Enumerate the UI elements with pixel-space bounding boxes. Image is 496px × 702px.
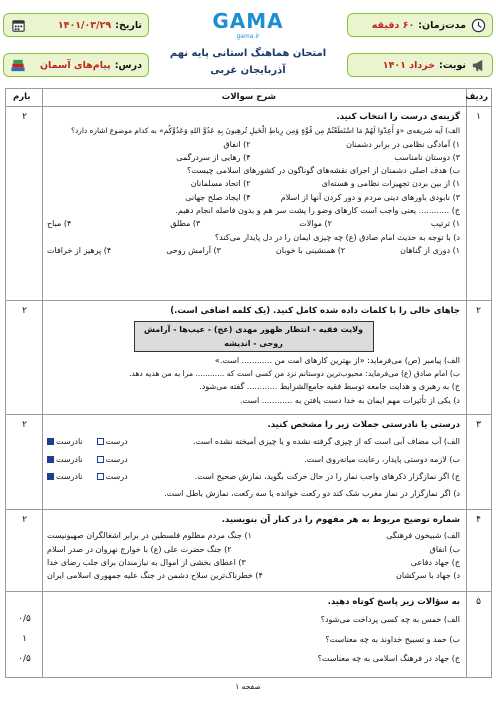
date-label: تاریخ: [115,19,142,31]
question-content [47,596,460,665]
sharh-header: شرح سوالات [221,92,276,102]
question-score: ۲ [22,306,27,316]
question-score: ۰/۵ [18,654,31,664]
option[interactable]: ۴) مباح [47,219,72,229]
table-header [6,89,491,107]
q2a-text: الف) پیامبر (ص) می‌فرماید: «از بهترین کارهای امت من ............ است.» [214,355,460,365]
true-label: درست [105,437,128,447]
option[interactable]: ۱) از بین بردن تجهیزات نظامی و هسته‌ای [321,179,460,189]
clock-icon [470,17,486,33]
question-3 [6,415,491,510]
q1d-options [47,244,460,257]
option[interactable]: ۱) دوری از گناهان [400,245,460,255]
q1a-text: الف) آیه شریفه‌ی «وَ أَعِدّوا لَهُمْ مَا اسْتَطَعْتُمْ مِن قُوَّةٍ وَمِن رِباطِ الْخَيلِ تُرهِبونَ بِهِ عَدُوَّ اللهِ وَعَدُوَّكُم» به کدام موضوع اشاره دارد؟ [71,126,460,136]
lesson-value: پیام‌های آسمان [39,59,111,71]
false-label: نادرست [56,454,83,464]
option[interactable]: ۲) همنشینی با خوبان [275,245,346,255]
match-row [47,543,460,556]
q1b-options [47,177,460,204]
date-box [3,13,149,37]
title-block [153,7,343,85]
radif-header: ردیف [465,92,488,102]
question-score: ۲ [22,515,27,525]
true-label: درست [105,471,128,481]
concept: ب) انفاق [429,544,460,554]
short-question: ب) حمد و تسبیح خداوند به چه معناست؟ [325,634,460,644]
q2b-text: ب) امام صادق (ع) می‌فرماید: محبوب‌ترین دوستانم نزد من کسی است که ............ مرا به من هدیه دهد. [129,369,460,379]
checkbox-icon[interactable] [47,456,54,463]
description: ۴) خطرناک‌ترین سلاح دشمن در جنگ علیه جمهوری اسلامی ایران [47,571,263,581]
short-question: ج) جهاد در فرهنگ اسلامی به چه معناست؟ [317,653,460,663]
match-row [47,529,460,542]
description: ۳) اعطای بخشی از اموال به نیازمندان برای جلب رضای خدا [47,557,246,567]
calendar-icon [10,17,26,33]
exam-title: امتحان هماهنگ استانی پایه نهم [169,48,327,59]
question-2 [6,301,491,415]
word-bank: ولایت فقیه - انتظار ظهور مهدی (عج) - عیب‌ها - آرامش روحی - اندیشه [134,321,374,352]
q1c-text: ج) ............ یعنی واجب است کارهای وضو را پشت سر هم و بدون فاصله انجام دهیم. [175,206,460,216]
false-label: نادرست [56,437,83,447]
session-box [347,53,493,77]
tf-item [47,435,460,448]
false-option[interactable] [47,435,83,448]
page-footer: صفحه ۱ [235,682,261,691]
question-score: ۱ [22,634,27,644]
q2d-text: د) یکی از تأثیرات مهم ایمان به خدا دست یافتن به ............ است. [239,395,460,405]
option[interactable]: ۲) اتحاد مسلمانان [190,179,251,189]
tf-statement: ج) اگر نمازگزار ذکرهای واجب نماز را در حال حرکت بگوید، نمازش صحیح است. [194,471,460,481]
option[interactable]: ۳) مطلق [170,219,201,229]
q1a-options [47,138,460,165]
barom-header: بارم [13,92,31,102]
question-number: ۳ [476,420,481,430]
checkbox-icon[interactable] [47,473,54,480]
question-number: ۵ [476,597,481,607]
question-number: ۱ [476,112,481,122]
province-name: آذربایجان غربی [210,65,286,76]
books-icon [10,57,26,73]
match-row [47,556,460,569]
question-number: ۴ [476,515,481,525]
gama-logo [153,7,343,35]
question-1 [6,107,491,301]
question-title: به سؤالات زیر پاسخ کوتاه دهید. [327,597,460,607]
tf-statement: د) اگر نمازگزار در نماز مغرب شک کند دو رکعت خوانده یا سه رکعت، نمازش باطل است. [164,489,460,499]
question-number: ۲ [476,306,481,316]
logo-sub: gama.ir [236,33,260,40]
checkbox-icon[interactable] [97,473,104,480]
checkbox-icon[interactable] [97,438,104,445]
duration-value: ۶۰ دقیقه [371,19,415,31]
question-title: درستی یا نادرستی جملات زیر را مشخص کنید. [267,420,460,430]
tf-statement: ب) لازمه دوستی پایدار، رعایت میانه‌روی است. [304,454,460,464]
megaphone-icon [470,57,486,73]
short-question: الف) خمس به چه کسی پرداخت می‌شود؟ [320,615,460,625]
concept: د) جهاد با سرکشان [396,571,460,581]
question-content [47,111,460,257]
concept: الف) شبیخون فرهنگی [386,531,460,541]
option[interactable]: ۴) ایجاد صلح جهانی [185,192,251,202]
duration-label: مدت‌زمان: [418,19,466,31]
description: ۱) جنگ مردم مظلوم فلسطین در برابر اشغالگران صهیونیست [47,531,252,541]
match-row [47,569,460,582]
question-score: ۲ [22,112,27,122]
exam-header [3,3,493,89]
tf-item [47,470,460,483]
question-title: گزینه‌ی درست را انتخاب کنید. [336,112,460,122]
lesson-label: درس: [114,59,142,71]
checkbox-icon[interactable] [97,456,104,463]
question-content [47,419,460,500]
q2c-text: ج) به رهبری و هدایت جامعه توسط فقیه جامع‌الشرایط ............ گفته می‌شود. [199,382,460,392]
option[interactable]: ۲) انفاق [223,139,251,149]
question-title: جاهای خالی را با کلمات داده شده کامل کنید. (یک کلمه اضافی است.) [170,306,460,316]
true-label: درست [105,454,128,464]
logo-text: GAMA [212,9,284,33]
question-4 [6,510,491,592]
option[interactable]: ۴) پرهیز از خرافات [47,245,112,255]
session-value: خرداد ۱۴۰۱ [382,59,436,71]
option[interactable]: ۳) نابودی باورهای دینی مردم و دور کردن آنها از اسلام [280,192,460,202]
description: ۲) جنگ حضرت علی (ع) با خوارج نهروان در صدر اسلام [47,544,232,554]
q1c-options [47,217,460,230]
option[interactable]: ۱) آمادگی نظامی در برابر دشمنان [346,139,460,149]
question-sheet [5,88,492,678]
false-option[interactable] [47,453,83,466]
tf-statement: الف) آب مضاف آبی است که از چیزی گرفته نشده و یا چیزی آمیخته نشده است. [193,437,460,447]
question-content [47,305,460,407]
duration-box [347,13,493,37]
tf-item [47,453,460,466]
concept: ج) جهاد دفاعی [410,557,460,567]
question-title: شماره توضیح مربوط به هر مفهوم را در کنار آن بنویسید. [221,515,460,525]
date-value: ۱۴۰۱/۰۳/۲۹ [57,19,112,31]
q1d-text: د) با توجه به حدیث امام صادق (ع) چه چیزی ایمان را در دل پایدار می‌کند؟ [214,232,460,242]
false-label: نادرست [56,471,83,481]
checkbox-icon[interactable] [47,438,54,445]
option[interactable]: ۱) ترتیب [430,219,460,229]
session-label: نوبت: [439,59,466,71]
option[interactable]: ۴) رهایی از سردرگمی [176,152,251,162]
true-option[interactable] [97,435,128,448]
question-score: ۲ [22,420,27,430]
option[interactable]: ۳) دوستان نامناسب [394,152,460,162]
true-option[interactable] [97,453,128,466]
true-option[interactable] [97,470,128,483]
q1b-text: ب) هدف اصلی دشمنان از اجرای نقشه‌های گوناگون در کشورهای اسلامی چیست؟ [186,166,460,176]
option[interactable]: ۲) موالات [299,219,332,229]
question-score: ۰/۵ [18,614,31,624]
false-option[interactable] [47,470,83,483]
question-5 [6,592,491,679]
lesson-box [3,53,149,77]
option[interactable]: ۳) آرامش روحی [166,245,221,255]
question-content [47,514,460,582]
